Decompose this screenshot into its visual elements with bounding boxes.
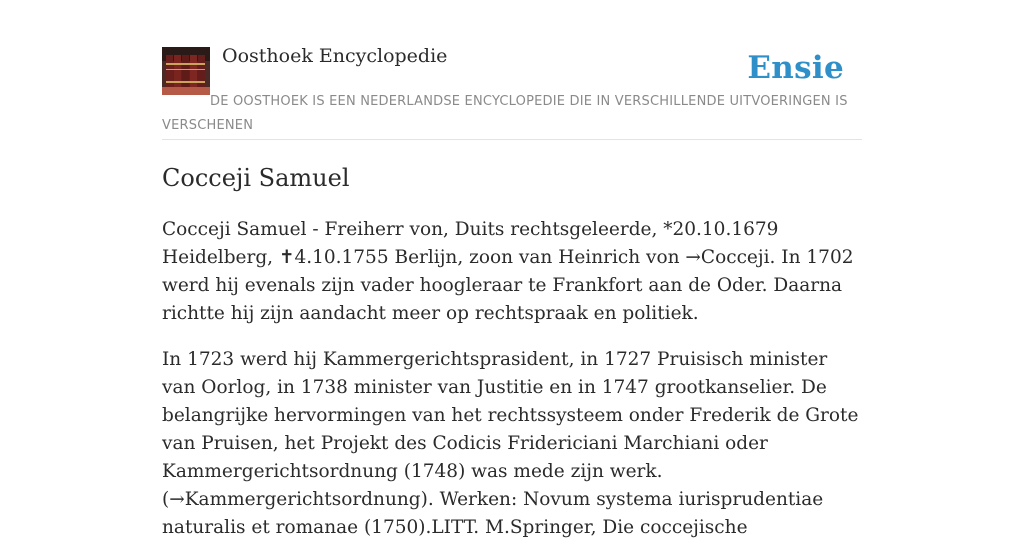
article-body xyxy=(162,216,862,560)
site-description: DE OOSTHOEK IS EEN NEDERLANDSE ENCYCLOPEDIE DIE IN VERSCHILLENDE UITVOERINGEN IS VERSCHENEN xyxy=(162,94,848,133)
article-paragraph: In 1723 werd hij Kammergerichtsprasident, in 1727 Pruisisch minister van Oorlog, in 1738 minister van Justitie en in 1747 grootkanselier. De belangrijke hervormingen van het rechtssysteem onder Frederik de Grote van Pruisen, het Projekt des Codicis Fridericiani Marchiani oder Kammergerichtsordnung (1748) was mede zijn werk. (→Kammergerichtsordnung). Werken: Novum systema iurisprudentiae naturalis et romanae (1750).LITT. M.Springer, Die coccejische xyxy=(162,349,859,538)
site-name[interactable]: Oosthoek Encyclopedie xyxy=(222,45,448,67)
article-title: Cocceji Samuel xyxy=(162,164,350,192)
encyclopedia-books-icon[interactable] xyxy=(162,47,210,95)
page-container xyxy=(162,0,862,538)
brand-logo[interactable]: Ensie xyxy=(747,50,844,86)
site-header xyxy=(162,0,862,140)
article-paragraph: Cocceji Samuel - Freiherr von, Duits rechtsgeleerde, *20.10.1679 Heidelberg, ✝4.10.1755 Berlijn, zoon van Heinrich von →Cocceji. In 1702 werd hij evenals zijn vader hoogleraar te Frankfort aan de Oder. Daarna richtte hij zijn aandacht meer op rechtspraak en politiek. xyxy=(162,219,854,324)
